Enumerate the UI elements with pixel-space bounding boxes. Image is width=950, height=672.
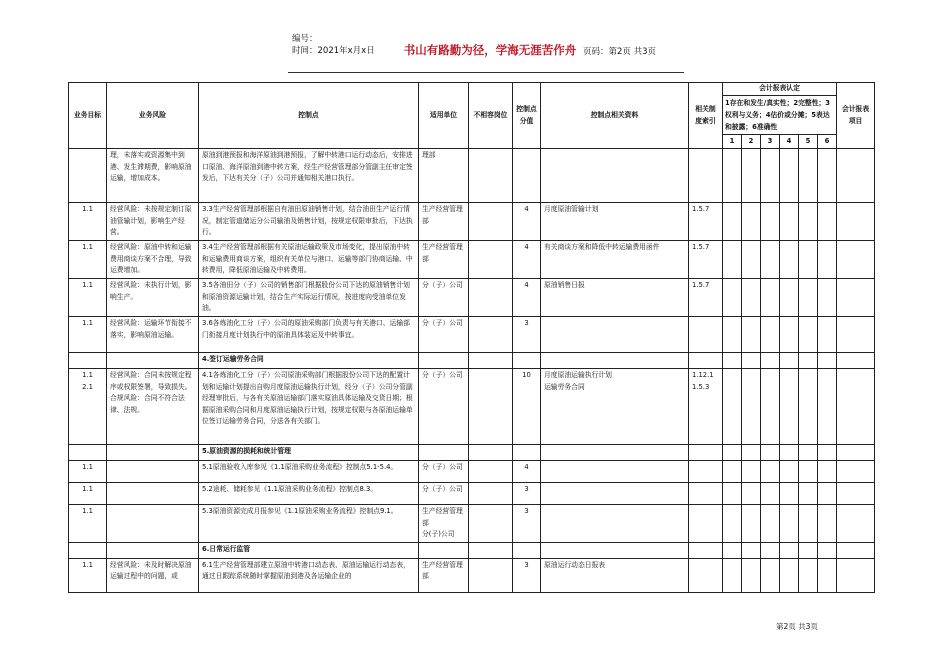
cell-blank [742,279,761,317]
cell-blank [742,149,761,203]
cell-blank [799,461,818,483]
cell-blank [742,203,761,241]
page-footer: 第2页 共3页 [776,622,818,631]
cell-blank [818,317,837,353]
cell-blank [723,558,742,592]
cell-blank [818,483,837,505]
cell-blank [723,505,742,543]
cell-goal [69,149,107,203]
section-row [69,542,875,558]
cell-incompat [469,369,513,445]
acct-num-6: 6 [818,134,837,149]
cell-blank [799,149,818,203]
cell-control: 4.1各炼油化工分（子）公司原油采购部门根据股份公司下达的配置计划和运输计划提出自购月度原油运输执行计划，经分（子）公司分管副经理审批后，与各有关原油运输部门落实原油具体运输及交货日期；根据原油采购合同和月度原油运输执行计划，按规定权限与各原油运输单位签订运输劳务合同，分送各有关部门。 [199,369,419,445]
cell-score: 3 [513,558,541,592]
acct-num-3: 3 [761,134,780,149]
cell-goal: 1.1 [69,241,107,279]
cell-score: 4 [513,203,541,241]
cell-control: 6.1生产经营管理部建立原油中转港口动态表、原油运输运行动态表，通过日跟踪系统随时掌握原油到港及各运输企业的 [199,558,419,592]
cell-incompat [469,483,513,505]
cell-blank [818,241,837,279]
cell-risk: 经营风险：合同未按规定程序或权限签署，导致损失。 合规风险：合同不符合法律、法规。 [107,369,199,445]
cell-blank [723,149,742,203]
cell-risk: 理，未落实或资源集中到港、发生滞期费，影响原油运输，增加成本。 [107,149,199,203]
cell-control: 5.3原油资源完成月报参见《1.1原油采购业务流程》控制点9.1。 [199,505,419,543]
cell-blank [799,483,818,505]
cell-unit: 分（子）公司 [419,369,469,445]
cell-blank [723,279,742,317]
cell-system [689,505,723,543]
cell-blank [742,558,761,592]
page-header [288,33,684,73]
section-title: 5.原油资源的损耗和统计管理 [199,445,419,461]
header-number: 编号： [292,34,318,44]
cell-blank [780,558,799,592]
cell-risk [107,483,199,505]
cell-blank [818,461,837,483]
cell-blank [761,279,780,317]
cell-material [541,149,689,203]
cell-incompat [469,317,513,353]
cell-risk: 经营风险：原油中转和运输费用商谈方案不合理，导致运费增加。 [107,241,199,279]
cell-goal: 1.1 [69,203,107,241]
cell-control: 5.1原油验收入库参见《1.1原油采购业务流程》控制点5.1-5.4。 [199,461,419,483]
cell-score: 4 [513,279,541,317]
cell-blank [780,279,799,317]
cell-material [541,505,689,543]
cell-blank [780,317,799,353]
cell-blank [780,461,799,483]
cell-system [689,558,723,592]
table-row [69,369,875,445]
cell-material: 原油销售日报 [541,279,689,317]
cell-blank [818,558,837,592]
cell-blank [761,558,780,592]
cell-unit: 分（子）公司 [419,461,469,483]
cell-blank [780,369,799,445]
table-row [69,149,875,203]
cell-blank [761,317,780,353]
cell-blank [742,317,761,353]
cell-system [689,149,723,203]
cell-blank [837,241,875,279]
acct-desc: 1存在和发生/真实性；2完整性；3权利与义务；4估价或分摊；5表达和披露；6准确性 [725,98,831,131]
cell-blank [761,505,780,543]
cell-control: 3.3生产经营管理部根据自有油田原油销售计划，结合油田生产运行情况，制定管道储运分公司输油及销售计划，按规定权限审批后，下达执行。 [199,203,419,241]
cell-risk: 经营风险：运输环节衔接不落实，影响原油运输。 [107,317,199,353]
cell-blank [799,241,818,279]
cell-control: 3.6各炼油化工分（子）公司的原油采购部门负责与有关港口、运输部门衔接月度计划执行中的原油具体装运及中转事宜。 [199,317,419,353]
cell-goal: 1.1 [69,505,107,543]
cell-material: 有关商谈方案和降低中转运输费用函件 [541,241,689,279]
cell-risk: 经营风险：未执行计划，影响生产。 [107,279,199,317]
col-system: 相关制度索引 [689,83,723,149]
cell-unit: 生产经营管理部 [419,203,469,241]
cell-blank [742,483,761,505]
col-goal: 业务目标 [69,83,107,149]
cell-blank [837,279,875,317]
cell-blank [818,279,837,317]
cell-blank [780,483,799,505]
cell-blank [837,558,875,592]
cell-incompat [469,203,513,241]
cell-incompat [469,241,513,279]
cell-blank [837,149,875,203]
table-row [69,483,875,505]
cell-material [541,483,689,505]
cell-blank [799,279,818,317]
cell-system [689,483,723,505]
cell-blank [799,317,818,353]
cell-blank [780,149,799,203]
cell-system: 1.5.7 [689,279,723,317]
cell-material: 月度原油管输计划 [541,203,689,241]
cell-unit: 生产经营管理部 [419,241,469,279]
cell-unit: 理部 [419,149,469,203]
cell-blank [837,203,875,241]
table-row [69,317,875,353]
col-risk: 业务风险 [107,83,199,149]
cell-blank [799,558,818,592]
header-time: 时间：2021年x月x日 [292,46,375,56]
cell-goal: 1.1 [69,279,107,317]
cell-risk [107,505,199,543]
table-row [69,461,875,483]
table-row [69,558,875,592]
cell-blank [761,149,780,203]
header-page: 页码：第2页 共3页 [583,47,657,57]
table-row [69,505,875,543]
acct-title: 会计报表认定 [723,83,836,96]
cell-system [689,461,723,483]
cell-risk: 经营风险：未及时解决原油运输过程中的问题，或 [107,558,199,592]
cell-goal: 1.1 [69,461,107,483]
col-score: 控制点分值 [513,83,541,149]
cell-blank [742,241,761,279]
table-row [69,241,875,279]
cell-goal: 1.1 [69,317,107,353]
acct-num-4: 4 [780,134,799,149]
cell-blank [742,461,761,483]
cell-blank [761,461,780,483]
section-row [69,353,875,369]
cell-incompat [469,279,513,317]
cell-blank [761,241,780,279]
cell-blank [761,369,780,445]
section-title: 6.日常运行监管 [199,542,419,558]
cell-blank [723,369,742,445]
cell-blank [837,369,875,445]
cell-blank [723,483,742,505]
acct-num-1: 1 [723,134,742,149]
cell-control: 3.4生产经营管理部根据有关原油运输政策及市场变化，提出原油中转和运输费用商谈方案，组织有关单位与港口、运输等部门协商运输、中转费用，降低原油运输及中转费用。 [199,241,419,279]
cell-blank [723,203,742,241]
cell-blank [723,241,742,279]
cell-control: 3.5各油田分（子）公司的销售部门根据股份公司下达的原油销售计划和原油资源运输计划，结合生产实际运行情况，按进度向受油单位发油。 [199,279,419,317]
cell-blank [837,461,875,483]
cell-incompat [469,149,513,203]
cell-blank [799,505,818,543]
cell-blank [742,505,761,543]
cell-score: 4 [513,461,541,483]
cell-blank [818,369,837,445]
cell-blank [723,317,742,353]
control-table [68,82,875,593]
cell-unit: 生产经营管理部 [419,558,469,592]
cell-blank [780,241,799,279]
cell-material [541,461,689,483]
cell-blank [818,203,837,241]
col-control: 控制点 [199,83,419,149]
cell-risk: 经营风险：未按规定制订原油管输计划，影响生产经营。 [107,203,199,241]
cell-risk [107,461,199,483]
cell-control: 原油到港预报和海洋原油到港预报，了解中转港口运行动态后，安排进口原油、海洋原油到港中转方案，经生产经营管理部分管副主任审定签发后，下达有关分（子）公司并通知相关港口执行。 [199,149,419,203]
cell-unit: 分（子）公司 [419,483,469,505]
cell-system: 1.5.7 [689,203,723,241]
cell-blank [799,203,818,241]
cell-blank [837,505,875,543]
cell-system [689,317,723,353]
cell-score: 4 [513,241,541,279]
cell-blank [799,369,818,445]
acct-num-2: 2 [742,134,761,149]
cell-control: 5.2途耗、储耗参见《1.1原油采购业务流程》控制点8.3。 [199,483,419,505]
cell-incompat [469,505,513,543]
col-unit: 适用单位 [419,83,469,149]
cell-score [513,149,541,203]
cell-unit: 分（子）公司 [419,279,469,317]
cell-blank [780,505,799,543]
table-row [69,203,875,241]
col-acct-item: 会计报表项目 [837,83,875,149]
cell-incompat [469,461,513,483]
cell-incompat [469,558,513,592]
cell-blank [837,317,875,353]
cell-goal: 1.1 [69,483,107,505]
motto-right: 学海无涯苦作舟 [495,43,577,57]
cell-unit: 生产经营管理部 分(子)公司 [419,505,469,543]
cell-material: 原油运行动态日报表 [541,558,689,592]
cell-blank [742,369,761,445]
cell-score: 10 [513,369,541,445]
cell-score: 3 [513,505,541,543]
section-row [69,445,875,461]
cell-unit: 分（子）公司 [419,317,469,353]
cell-score: 3 [513,483,541,505]
table-row [69,279,875,317]
cell-system: 1.12.1 1.5.3 [689,369,723,445]
cell-blank [761,483,780,505]
cell-blank [818,149,837,203]
cell-material [541,317,689,353]
cell-blank [837,483,875,505]
cell-blank [780,203,799,241]
cell-system: 1.5.7 [689,241,723,279]
cell-blank [723,461,742,483]
col-acct [723,83,837,135]
cell-blank [818,505,837,543]
cell-score: 3 [513,317,541,353]
cell-goal: 1.1 [69,558,107,592]
col-material: 控制点相关资料 [541,83,689,149]
cell-blank [761,203,780,241]
motto-left: 书山有路勤为径， [403,43,496,57]
cell-material: 月度原油运输执行计划 运输劳务合同 [541,369,689,445]
col-incompat: 不相容岗位 [469,83,513,149]
section-title: 4.签订运输劳务合同 [199,353,419,369]
cell-goal: 1.1 2.1 [69,369,107,445]
acct-num-5: 5 [799,134,818,149]
